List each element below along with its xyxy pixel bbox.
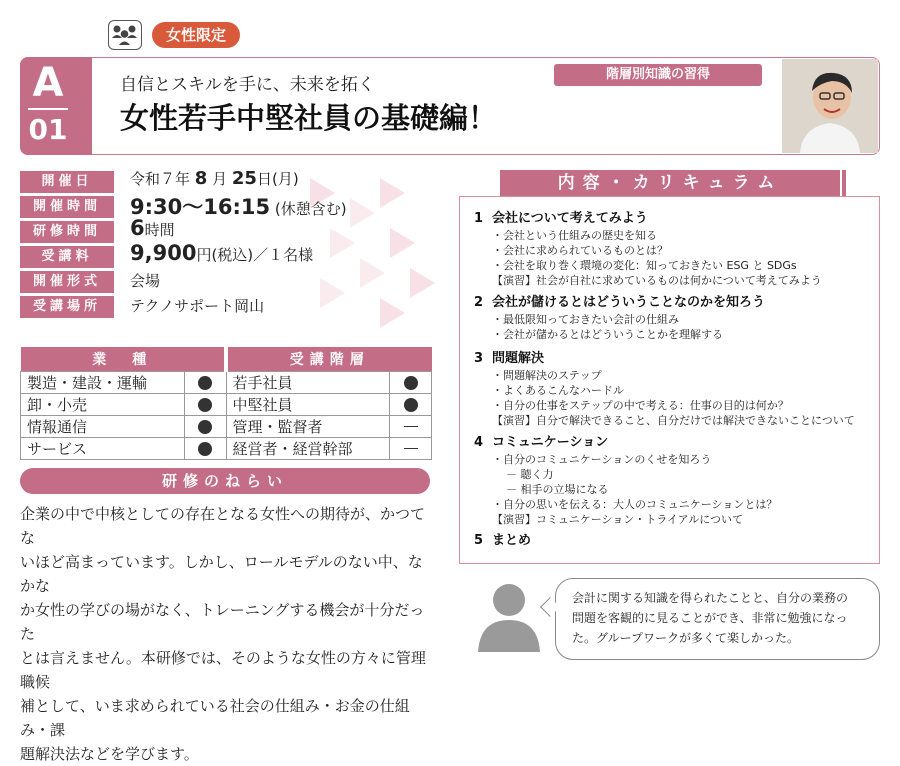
curriculum-section-4 (474, 434, 874, 527)
curriculum-title: 内容・カリキュラム (500, 170, 840, 196)
curriculum-section-1 (474, 210, 874, 288)
curriculum-item: ・自分の思いを伝える：大人のコミュニケーションとは？ (492, 498, 778, 511)
table-row (21, 415, 432, 437)
filled-circle-icon (404, 376, 418, 390)
aim-line: とは言えません。本研修では、そのような女性の方々に管理職候 (20, 649, 426, 691)
info-value-duration (130, 216, 175, 240)
table-row (21, 437, 432, 459)
aim-title: 研修のねらい (20, 468, 430, 494)
section-number: 2 (474, 295, 484, 310)
section-number: 5 (474, 533, 484, 548)
info-label-venue: 受講場所 (20, 296, 114, 318)
info-value-date (130, 168, 299, 189)
date-month: 8 (194, 168, 208, 189)
women-only-badge: 女性限定 (152, 22, 240, 48)
participant-voice-text (572, 588, 872, 648)
level-cell: 管理・監督者 (226, 415, 390, 437)
fee-unit: 円(税込)／１名様 (196, 246, 314, 264)
section-number: 4 (474, 435, 484, 450)
voice-line: た。グループワークが多くて楽しかった。 (572, 631, 800, 645)
section-heading: 会社が儲けるとはどういうことなのかを知ろう (492, 295, 766, 310)
curriculum-item: ・会社を取り巻く環境の変化：知っておきたい ESG と SDGs (492, 259, 797, 272)
info-value-fee (130, 241, 313, 265)
industry-mark (184, 437, 226, 459)
curriculum-item: ・会社という仕組みの歴史を知る (492, 229, 657, 242)
aim-line: 題解決法などを学びます。 (20, 745, 199, 763)
duration-unit: 時間 (144, 221, 175, 239)
industry-cell: 卸・小売 (21, 393, 185, 415)
dash-icon (404, 426, 418, 428)
curriculum-subitem: － 聴く力 (506, 468, 554, 481)
curriculum-section-5 (474, 532, 874, 550)
filled-circle-icon (198, 442, 212, 456)
fee-amount: 9,900 (130, 241, 197, 265)
curriculum-title-accent (842, 170, 846, 196)
duration-hours: 6 (130, 216, 145, 240)
table-row (21, 371, 432, 393)
curriculum-item: ・よくあるこんなハードル (492, 384, 624, 397)
curriculum-exercise: 【演習】社会が自社に求めているものは何かについて考えてみよう (492, 274, 822, 287)
info-value-format: 会場 (130, 272, 161, 290)
section-heading: コミュニケーション (492, 435, 609, 450)
date-era: 令和７年 (130, 170, 191, 188)
industry-cell: サービス (21, 437, 185, 459)
date-day-suffix: 日(月) (256, 170, 299, 188)
course-code-letter: A (32, 60, 64, 106)
curriculum-item: ・会社が儲かるとはどういうことかを理解する (492, 328, 723, 341)
section-heading: 会社について考えてみよう (492, 211, 648, 226)
curriculum-exercise: 【演習】コミュニケーション・トライアルについて (492, 513, 744, 526)
info-label-date: 開催日 (20, 171, 114, 193)
level-cell: 若手社員 (226, 371, 390, 393)
time-range: 9:30～16:15 (130, 195, 271, 219)
curriculum-item: ・自分の仕事をステップの中で考える：仕事の目的は何か？ (492, 399, 789, 412)
level-mark (390, 393, 432, 415)
info-label-fee: 受講料 (20, 246, 114, 268)
filled-circle-icon (404, 398, 418, 412)
curriculum-section-3 (474, 350, 874, 428)
level-cell: 中堅社員 (226, 393, 390, 415)
section-heading: 問題解決 (492, 351, 545, 366)
industry-header: 業 種 (21, 347, 227, 371)
aim-line: 企業の中で中核としての存在となる女性への期待が、かつてな (20, 505, 426, 547)
aim-body (20, 502, 432, 766)
time-note: (休憩含む) (274, 200, 347, 218)
aim-line: いほど高まっています。しかし、ロールモデルのない中、なかな (20, 553, 423, 595)
industry-mark (184, 393, 226, 415)
level-cell: 経営者・経営幹部 (226, 437, 390, 459)
level-mark (390, 437, 432, 459)
info-value-venue: テクノサポート岡山 (130, 297, 265, 315)
curriculum-item: ・自分のコミュニケーションのくせを知ろう (492, 453, 712, 466)
section-number: 1 (474, 211, 484, 226)
industry-mark (184, 371, 226, 393)
instructor-photo (782, 59, 878, 153)
dash-icon (404, 448, 418, 450)
industry-cell: 情報通信 (21, 415, 185, 437)
voice-line: 会計に関する知識を得られたことと、自分の業務の (572, 591, 849, 605)
curriculum-item: ・問題解決のステップ (492, 369, 602, 382)
course-subtitle: 自信とスキルを手に、未来を拓く (120, 75, 375, 95)
aim-line: か女性の学びの場がなく、トレーニングする機会が十分だった (20, 601, 425, 643)
section-number: 3 (474, 351, 484, 366)
aim-line: 補として、いま求められている社会の仕組み・お金の仕組み・課 (20, 697, 410, 739)
curriculum-item: ・最低限知っておきたい会計の仕組み (492, 313, 679, 326)
curriculum-exercise: 【演習】自分で解決できること、自分だけでは解決できないことについて (492, 414, 855, 427)
info-label-time: 開催時間 (20, 196, 114, 218)
filled-circle-icon (198, 376, 212, 390)
course-code-number: 01 (28, 113, 68, 146)
filled-circle-icon (198, 420, 212, 434)
category-badge: 階層別知識の習得 (554, 64, 762, 86)
target-table (20, 347, 432, 460)
date-day: 25 (231, 168, 257, 189)
level-mark (390, 371, 432, 393)
section-heading: まとめ (492, 533, 532, 548)
industry-mark (184, 415, 226, 437)
date-month-unit: 月 (212, 170, 228, 188)
curriculum-item: ・会社に求められているものとは？ (492, 244, 668, 257)
curriculum-subitem: － 相手の立場になる (506, 483, 609, 496)
level-header: 受講階層 (226, 347, 432, 371)
table-row (21, 393, 432, 415)
industry-cell: 製造・建設・運輸 (21, 371, 185, 393)
info-label-duration: 研修時間 (20, 221, 114, 243)
curriculum-section-2 (474, 294, 874, 342)
person-silhouette-icon (474, 580, 544, 652)
group-people-icon (108, 20, 142, 50)
info-label-format: 開催形式 (20, 271, 114, 293)
level-mark (390, 415, 432, 437)
filled-circle-icon (198, 398, 212, 412)
course-title: 女性若手中堅社員の基礎編！ (120, 101, 498, 135)
voice-line: 問題を客観的に見ることができ、非常に勉強になっ (572, 611, 848, 625)
